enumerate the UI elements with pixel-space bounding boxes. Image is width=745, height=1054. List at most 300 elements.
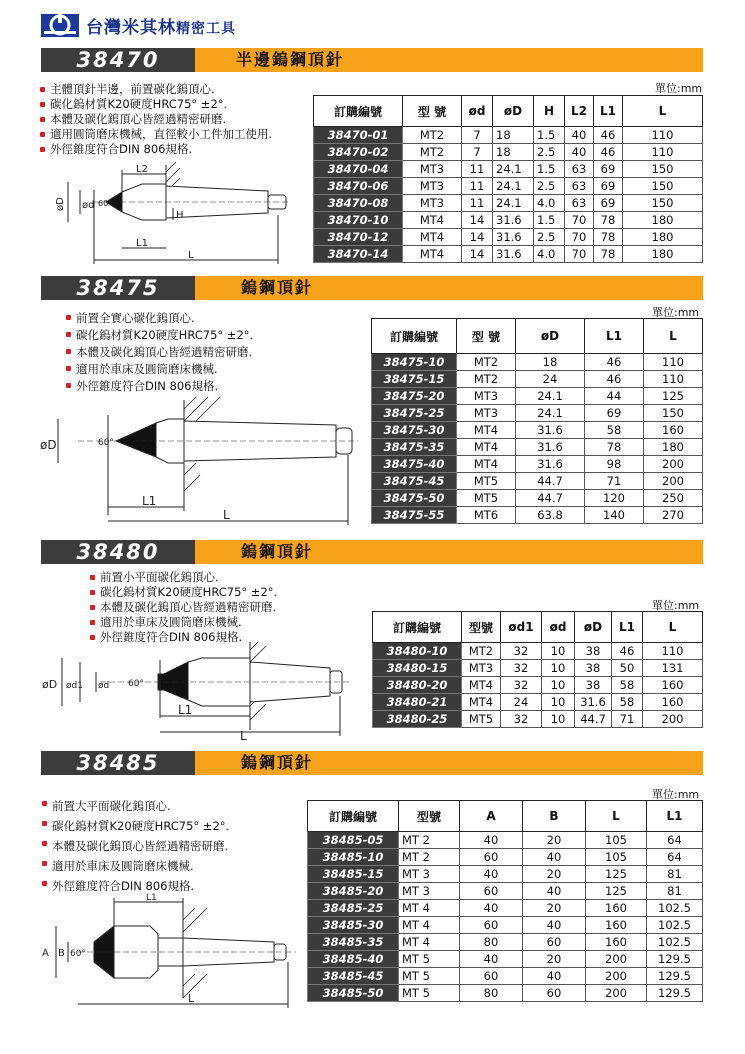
table-cell: MT3 — [403, 195, 462, 212]
order-code-cell: 38475-40 — [372, 456, 457, 473]
table-cell: 38 — [575, 643, 612, 660]
dim-label-H: H — [176, 210, 184, 221]
dim-label-L1: L1 — [142, 494, 157, 508]
table-cell: 160 — [586, 934, 647, 951]
table-row — [314, 161, 703, 178]
table-cell: MT2 — [457, 371, 516, 388]
company-name: 台灣米其林精密工具 — [86, 17, 236, 38]
table-cell: 38 — [575, 677, 612, 694]
table-cell: 110 — [643, 643, 703, 660]
order-code-cell: 38480-15 — [373, 660, 462, 677]
unit-label: 單位:mm — [652, 306, 700, 319]
table-cell: MT3 — [403, 178, 462, 195]
table-cell: 120 — [585, 490, 644, 507]
feature-item: 碳化鎢材質K20硬度HRC75° ±2°. — [64, 327, 253, 344]
feature-item: 適用圓筒磨床機械，直徑較小工件加工使用. — [38, 127, 272, 142]
col-header: 訂購編號 — [372, 319, 457, 354]
drawing-38480 — [40, 640, 360, 740]
col-header: L — [586, 801, 647, 832]
order-code-cell: 38470-04 — [314, 161, 403, 178]
table-cell: 2.5 — [534, 144, 565, 161]
table-row — [314, 144, 703, 161]
table-cell: 180 — [623, 246, 703, 263]
table-cell: MT6 — [457, 507, 516, 524]
table-cell: 270 — [644, 507, 703, 524]
table-cell: 129.5 — [647, 968, 703, 985]
table-row — [373, 677, 703, 694]
table-cell: 200 — [643, 711, 703, 728]
table-cell: 11 — [462, 161, 493, 178]
spec-table-38485 — [307, 800, 703, 1002]
table-cell: 60 — [523, 934, 586, 951]
table-cell: 200 — [586, 968, 647, 985]
table-cell: 46 — [585, 371, 644, 388]
section-code: 38485 — [41, 751, 195, 775]
brand-header — [40, 10, 236, 40]
table-cell: 160 — [643, 694, 703, 711]
table-row — [373, 711, 703, 728]
feature-item: 本體及碳化鎢頂心皆經過精密研磨. — [88, 600, 277, 615]
table-row — [314, 212, 703, 229]
table-cell: 32 — [501, 711, 542, 728]
table-row — [373, 643, 703, 660]
table-cell: 2.5 — [534, 229, 565, 246]
order-code-cell: 38475-25 — [372, 405, 457, 422]
table-row — [373, 694, 703, 711]
table-cell: 40 — [460, 832, 523, 849]
dim-label-B: B — [58, 948, 65, 959]
order-code-cell: 38485-15 — [308, 866, 399, 883]
dim-label-d: ød — [82, 200, 95, 211]
table-cell: 160 — [586, 900, 647, 917]
table-cell: 200 — [586, 951, 647, 968]
table-cell: 80 — [460, 934, 523, 951]
col-header: 訂購編號 — [308, 801, 399, 832]
table-row — [372, 354, 703, 371]
table-cell: 125 — [586, 883, 647, 900]
table-cell: MT 5 — [399, 951, 460, 968]
col-header: H — [534, 96, 565, 127]
dim-label-angle: 60° — [128, 679, 144, 689]
table-cell: MT 5 — [399, 968, 460, 985]
col-header: 型號 — [462, 612, 501, 643]
order-code-cell: 38470-12 — [314, 229, 403, 246]
table-cell: MT5 — [462, 711, 501, 728]
table-row — [308, 849, 703, 866]
table-row — [372, 507, 703, 524]
dim-label-L1: L1 — [136, 238, 148, 249]
table-cell: 60 — [460, 917, 523, 934]
table-cell: 129.5 — [647, 985, 703, 1002]
order-code-cell: 38480-10 — [373, 643, 462, 660]
col-header: øD — [493, 96, 534, 127]
order-code-cell: 38480-25 — [373, 711, 462, 728]
feature-item: 碳化鎢材質K20硬度HRC75° ±2°. — [40, 816, 229, 836]
table-cell: 20 — [523, 900, 586, 917]
table-cell: 125 — [586, 866, 647, 883]
table-row — [308, 883, 703, 900]
table-cell: 11 — [462, 178, 493, 195]
table-cell: 1.5 — [534, 127, 565, 144]
table-cell: 31.6 — [493, 246, 534, 263]
table-cell: 46 — [594, 144, 623, 161]
order-code-cell: 38485-30 — [308, 917, 399, 934]
col-header: L1 — [647, 801, 703, 832]
section-title: 鎢鋼頂針 — [241, 753, 314, 772]
dim-label-L: L — [240, 729, 247, 740]
table-cell: 98 — [585, 456, 644, 473]
dim-label-angle: 60° — [98, 199, 113, 208]
feature-item: 前置全實心碳化鎢頂心. — [64, 310, 253, 327]
table-cell: MT3 — [462, 660, 501, 677]
table-cell: 31.6 — [516, 422, 585, 439]
table-header-row — [373, 612, 703, 643]
table-cell: 10 — [542, 677, 575, 694]
table-row — [308, 866, 703, 883]
order-code-cell: 38485-45 — [308, 968, 399, 985]
table-cell: MT2 — [462, 643, 501, 660]
table-cell: 32 — [501, 660, 542, 677]
table-cell: 40 — [565, 127, 594, 144]
section-header-38475 — [41, 276, 703, 300]
spec-table-38475 — [371, 318, 703, 524]
table-cell: 2.5 — [534, 178, 565, 195]
table-cell: 7 — [462, 144, 493, 161]
col-header: L — [623, 96, 703, 127]
section-title: 鎢鋼頂針 — [241, 542, 314, 561]
table-cell: 20 — [523, 832, 586, 849]
table-cell: MT2 — [403, 127, 462, 144]
table-cell: 38 — [575, 660, 612, 677]
feature-item: 本體及碳化鎢頂心皆經過精密研磨. — [64, 344, 253, 361]
table-cell: 10 — [542, 660, 575, 677]
table-cell: MT3 — [457, 388, 516, 405]
table-row — [308, 934, 703, 951]
feature-item: 適用於車床及圓筒磨床機械. — [40, 856, 229, 876]
table-cell: 105 — [586, 849, 647, 866]
table-cell: MT 4 — [399, 934, 460, 951]
table-cell: 250 — [644, 490, 703, 507]
feature-item: 本體及碳化鎢頂心皆經過精密研磨. — [40, 836, 229, 856]
table-cell: 50 — [612, 660, 643, 677]
order-code-cell: 38470-08 — [314, 195, 403, 212]
col-header: ød — [542, 612, 575, 643]
col-header: 訂購編號 — [314, 96, 403, 127]
order-code-cell: 38485-40 — [308, 951, 399, 968]
table-header-row — [308, 801, 703, 832]
table-cell: 24 — [501, 694, 542, 711]
table-cell: 125 — [644, 388, 703, 405]
order-code-cell: 38475-15 — [372, 371, 457, 388]
table-cell: MT4 — [403, 246, 462, 263]
table-cell: 180 — [644, 439, 703, 456]
table-cell: 110 — [623, 127, 703, 144]
order-code-cell: 38485-10 — [308, 849, 399, 866]
table-cell: 69 — [594, 178, 623, 195]
table-header-row — [372, 319, 703, 354]
table-cell: 160 — [586, 917, 647, 934]
table-cell: MT4 — [457, 422, 516, 439]
dim-label-L: L — [223, 508, 230, 522]
order-code-cell: 38475-30 — [372, 422, 457, 439]
dim-label-L: L — [188, 250, 194, 261]
table-cell: 71 — [585, 473, 644, 490]
table-cell: 11 — [462, 195, 493, 212]
table-cell: MT4 — [403, 229, 462, 246]
table-cell: 71 — [612, 711, 643, 728]
order-code-cell: 38475-45 — [372, 473, 457, 490]
dim-label-angle: 60° — [70, 949, 86, 959]
col-header: 型 號 — [403, 96, 462, 127]
table-cell: 63 — [565, 161, 594, 178]
feature-item: 碳化鎢材質K20硬度HRC75° ±2°. — [88, 585, 277, 600]
table-cell: 40 — [523, 883, 586, 900]
table-cell: 24.1 — [493, 161, 534, 178]
section-code: 38475 — [41, 276, 195, 300]
table-row — [308, 832, 703, 849]
table-cell: 24 — [516, 371, 585, 388]
table-cell: 58 — [585, 422, 644, 439]
order-code-cell: 38485-20 — [308, 883, 399, 900]
table-cell: 63 — [565, 195, 594, 212]
table-cell: 44 — [585, 388, 644, 405]
section-header-38485 — [41, 751, 703, 775]
table-cell: 78 — [594, 229, 623, 246]
feature-list-38470 — [38, 82, 272, 157]
section-header-38470 — [41, 48, 703, 72]
table-row — [314, 195, 703, 212]
feature-item: 外徑錐度符合DIN 806規格. — [38, 142, 272, 157]
table-cell: 10 — [542, 643, 575, 660]
table-cell: 110 — [623, 144, 703, 161]
table-cell: 46 — [585, 354, 644, 371]
col-header: øD — [516, 319, 585, 354]
drawing-38485 — [38, 890, 306, 1020]
table-cell: 4.0 — [534, 246, 565, 263]
table-cell: 70 — [565, 246, 594, 263]
col-header: 型 號 — [457, 319, 516, 354]
table-cell: 69 — [594, 161, 623, 178]
table-row — [308, 917, 703, 934]
table-cell: 81 — [647, 866, 703, 883]
table-cell: 24.1 — [493, 178, 534, 195]
feature-item: 外徑錐度符合DIN 806規格. — [40, 876, 229, 896]
table-cell: MT3 — [457, 405, 516, 422]
col-header: L1 — [585, 319, 644, 354]
company-logo-icon — [40, 11, 80, 39]
table-row — [314, 229, 703, 246]
table-header-row — [314, 96, 703, 127]
feature-list-38475 — [64, 310, 253, 395]
table-cell: 80 — [460, 985, 523, 1002]
feature-item: 前置小平面碳化鎢頂心. — [88, 570, 277, 585]
section-title: 半邊鎢鋼頂針 — [236, 50, 345, 69]
table-cell: 18 — [493, 144, 534, 161]
table-cell: MT2 — [403, 144, 462, 161]
table-cell: 20 — [523, 866, 586, 883]
order-code-cell: 38475-50 — [372, 490, 457, 507]
table-cell: 129.5 — [647, 951, 703, 968]
table-cell: MT 3 — [399, 866, 460, 883]
table-cell: MT4 — [457, 456, 516, 473]
table-cell: 14 — [462, 229, 493, 246]
dim-label-A: A — [42, 948, 49, 959]
col-header: øD — [575, 612, 612, 643]
table-cell: 69 — [594, 195, 623, 212]
order-code-cell: 38475-10 — [372, 354, 457, 371]
table-cell: 1.5 — [534, 212, 565, 229]
table-cell: MT 4 — [399, 917, 460, 934]
spec-table-38470 — [313, 95, 703, 263]
table-cell: 78 — [594, 246, 623, 263]
col-header: L2 — [565, 96, 594, 127]
table-cell: 160 — [644, 422, 703, 439]
table-row — [372, 371, 703, 388]
table-cell: 140 — [585, 507, 644, 524]
table-cell: MT3 — [403, 161, 462, 178]
order-code-cell: 38480-21 — [373, 694, 462, 711]
dim-label-d: ød — [98, 681, 110, 691]
section-header-38480 — [41, 540, 703, 564]
table-cell: 46 — [594, 127, 623, 144]
table-cell: 160 — [643, 677, 703, 694]
table-cell: 31.6 — [493, 229, 534, 246]
order-code-cell: 38480-20 — [373, 677, 462, 694]
order-code-cell: 38470-02 — [314, 144, 403, 161]
table-cell: 1.5 — [534, 161, 565, 178]
table-cell: 18 — [516, 354, 585, 371]
feature-item: 主體頂針半邊，前置碳化鎢頂心. — [38, 82, 272, 97]
feature-item: 前置大平面碳化鎢頂心. — [40, 796, 229, 816]
col-header: L1 — [612, 612, 643, 643]
col-header: L — [643, 612, 703, 643]
table-cell: 150 — [644, 405, 703, 422]
unit-label: 單位:mm — [652, 788, 700, 801]
table-cell: 60 — [460, 883, 523, 900]
table-cell: 24.1 — [493, 195, 534, 212]
table-cell: 46 — [612, 643, 643, 660]
order-code-cell: 38475-55 — [372, 507, 457, 524]
table-cell: 102.5 — [647, 934, 703, 951]
table-cell: 24.1 — [516, 388, 585, 405]
table-row — [308, 951, 703, 968]
col-header: 型號 — [399, 801, 460, 832]
table-row — [314, 127, 703, 144]
table-cell: 64 — [647, 832, 703, 849]
table-cell: 180 — [623, 212, 703, 229]
table-cell: 14 — [462, 212, 493, 229]
feature-item: 外徑錐度符合DIN 806規格. — [88, 630, 277, 645]
table-cell: 20 — [523, 951, 586, 968]
table-cell: MT4 — [457, 439, 516, 456]
feature-item: 適用於車床及圓筒磨床機械. — [88, 615, 277, 630]
col-header: L1 — [594, 96, 623, 127]
table-cell: 110 — [644, 371, 703, 388]
table-cell: MT5 — [457, 490, 516, 507]
spec-table-38480 — [372, 611, 703, 728]
col-header: ød1 — [501, 612, 542, 643]
table-cell: 58 — [612, 677, 643, 694]
dim-label-L1: L1 — [146, 893, 157, 903]
table-cell: 44.7 — [575, 711, 612, 728]
col-header: B — [523, 801, 586, 832]
col-header: A — [460, 801, 523, 832]
feature-list-38480 — [88, 570, 277, 645]
section-title: 鎢鋼頂針 — [241, 278, 314, 297]
feature-item: 碳化鎢材質K20硬度HRC75° ±2°. — [38, 97, 272, 112]
table-cell: 60 — [460, 849, 523, 866]
dim-label-D: øD — [42, 678, 58, 691]
table-row — [314, 246, 703, 263]
table-cell: 180 — [623, 229, 703, 246]
order-code-cell: 38485-05 — [308, 832, 399, 849]
order-code-cell: 38470-10 — [314, 212, 403, 229]
table-cell: 31.6 — [516, 439, 585, 456]
table-cell: 31.6 — [493, 212, 534, 229]
order-code-cell: 38475-20 — [372, 388, 457, 405]
feature-item: 本體及碳化鎢頂心皆經過精密研磨. — [38, 112, 272, 127]
table-cell: MT4 — [462, 677, 501, 694]
table-cell: MT4 — [462, 694, 501, 711]
order-code-cell: 38470-14 — [314, 246, 403, 263]
table-cell: 7 — [462, 127, 493, 144]
table-cell: 18 — [493, 127, 534, 144]
table-row — [372, 422, 703, 439]
feature-list-38485 — [40, 796, 229, 896]
table-row — [373, 660, 703, 677]
table-row — [308, 900, 703, 917]
table-row — [372, 439, 703, 456]
table-cell: 70 — [565, 212, 594, 229]
table-cell: 63 — [565, 178, 594, 195]
table-cell: 200 — [644, 456, 703, 473]
table-cell: 64 — [647, 849, 703, 866]
section-code: 38480 — [41, 540, 195, 564]
table-cell: MT 2 — [399, 849, 460, 866]
table-cell: 44.7 — [516, 473, 585, 490]
unit-label: 單位:mm — [655, 82, 703, 95]
table-cell: 44.7 — [516, 490, 585, 507]
order-code-cell: 38470-01 — [314, 127, 403, 144]
table-cell: 40 — [460, 951, 523, 968]
table-cell: MT 2 — [399, 832, 460, 849]
table-cell: 200 — [586, 985, 647, 1002]
table-row — [372, 473, 703, 490]
table-cell: 78 — [594, 212, 623, 229]
table-cell: 40 — [523, 849, 586, 866]
table-cell: 131 — [643, 660, 703, 677]
table-cell: 81 — [647, 883, 703, 900]
table-cell: 58 — [612, 694, 643, 711]
dim-label-D: øD — [55, 197, 66, 211]
drawing-38475 — [38, 395, 368, 530]
dim-label-L1: L1 — [178, 703, 193, 717]
feature-item: 外徑錐度符合DIN 806規格. — [64, 378, 253, 395]
col-header: L — [644, 319, 703, 354]
table-cell: 31.6 — [575, 694, 612, 711]
table-cell: 40 — [565, 144, 594, 161]
table-cell: 200 — [644, 473, 703, 490]
order-code-cell: 38485-25 — [308, 900, 399, 917]
section-code: 38470 — [41, 48, 195, 72]
table-cell: MT 4 — [399, 900, 460, 917]
table-row — [372, 490, 703, 507]
order-code-cell: 38470-06 — [314, 178, 403, 195]
col-header: 訂購編號 — [373, 612, 462, 643]
col-header: ød — [462, 96, 493, 127]
table-cell: 105 — [586, 832, 647, 849]
table-cell: 102.5 — [647, 900, 703, 917]
